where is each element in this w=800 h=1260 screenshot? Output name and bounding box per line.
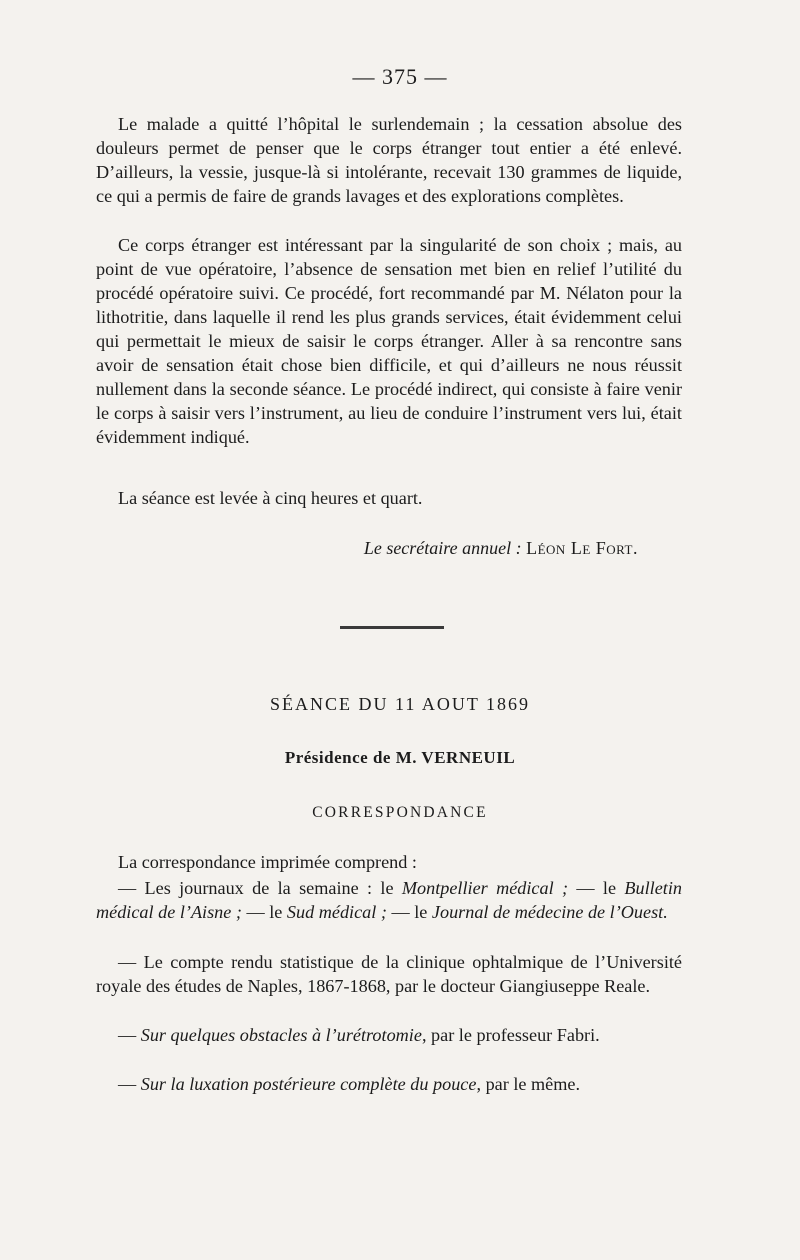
seance-heading: SÉANCE DU 11 AOUT 1869	[269, 694, 530, 714]
paragraph-text: La correspondance imprimée comprend :	[118, 852, 417, 872]
page-number: — 375 —	[352, 64, 448, 89]
paragraph-text: La séance est levée à cinq heures et quart.	[118, 488, 423, 508]
correspondance-journaux	[96, 876, 682, 924]
journal-sud-medical: Sud médical ;	[286, 902, 387, 922]
item-rest: , par le professeur Fabri.	[421, 1025, 600, 1045]
item-lead: —	[118, 1074, 141, 1094]
journal-montpellier: Montpellier médical ;	[401, 878, 569, 898]
signature-role: Le secrétaire annuel :	[363, 538, 522, 558]
journal-bulletin-aisne: Bulletin médical de l’Aisne ;	[96, 878, 682, 922]
item-lead: —	[118, 1025, 141, 1045]
paragraph-text: — Le compte rendu statistique de la clinique ophtalmique de l’Université royale des études de Naples, 1867-1868, par le docteur Giangiuseppe Reale.	[96, 952, 682, 996]
journal-separator: — le	[568, 878, 625, 898]
correspondance-compte-rendu	[96, 950, 682, 998]
correspondance-intro	[96, 850, 682, 874]
signature	[96, 538, 638, 559]
paragraph-corps-etranger	[96, 233, 682, 449]
paragraph-malade	[96, 112, 682, 208]
paragraph-text	[96, 876, 682, 924]
paragraph-seance-levee	[96, 486, 682, 510]
item-rest: , par le même.	[476, 1074, 580, 1094]
journal-separator: — le	[241, 902, 287, 922]
correspondance-item-uretrotomie	[96, 1023, 682, 1047]
correspondance-item-luxation	[96, 1072, 682, 1096]
journaux-lead: — Les journaux de la semaine : le	[118, 878, 402, 898]
journal-separator: — le	[386, 902, 432, 922]
section-divider	[340, 626, 444, 629]
item-title: Sur la luxation postérieure complète du pouce	[140, 1074, 477, 1094]
presidence-heading: Présidence de M. VERNEUIL	[284, 748, 516, 767]
journal-medecine-ouest: Journal de médecine de l’Ouest.	[431, 902, 668, 922]
paragraph-text	[96, 1072, 682, 1096]
correspondance-heading: CORRESPONDANCE	[312, 804, 488, 821]
paragraph-text: Le malade a quitté l’hôpital le surlendemain ; la cessation absolue des douleurs permet de penser que le corps étranger tout entier a été enlevé. D’ailleurs, la vessie, jusque-là si intolérante, recevait 130 grammes de liquide, ce qui a permis de faire de grands lavages et des explorations complètes.	[96, 114, 682, 206]
paragraph-text: Ce corps étranger est intéressant par la singularité de son choix ; mais, au point de vue opératoire, l’absence de sensation met bien en relief l’utilité du procédé opératoire suivi. Ce procédé, fort recommandé par M. Nélaton pour la lithotritie, dans laquelle il rend les plus grands services, était évidemment celui qui permettait le mieux de saisir le corps étranger. Aller à sa rencontre sans avoir de sensation était chose bien difficile, et qui d’ailleurs ne nous réussit nullement dans la seconde séance. Le procédé indirect, qui consiste à faire venir le corps à saisir vers l’instrument, au lieu de conduire l’instrument vers lui, était évidemment indiqué.	[96, 235, 682, 447]
signature-name: Léon Le Fort.	[526, 538, 638, 558]
item-title: Sur quelques obstacles à l’urétrotomie	[140, 1025, 422, 1045]
paragraph-text	[96, 1023, 682, 1047]
